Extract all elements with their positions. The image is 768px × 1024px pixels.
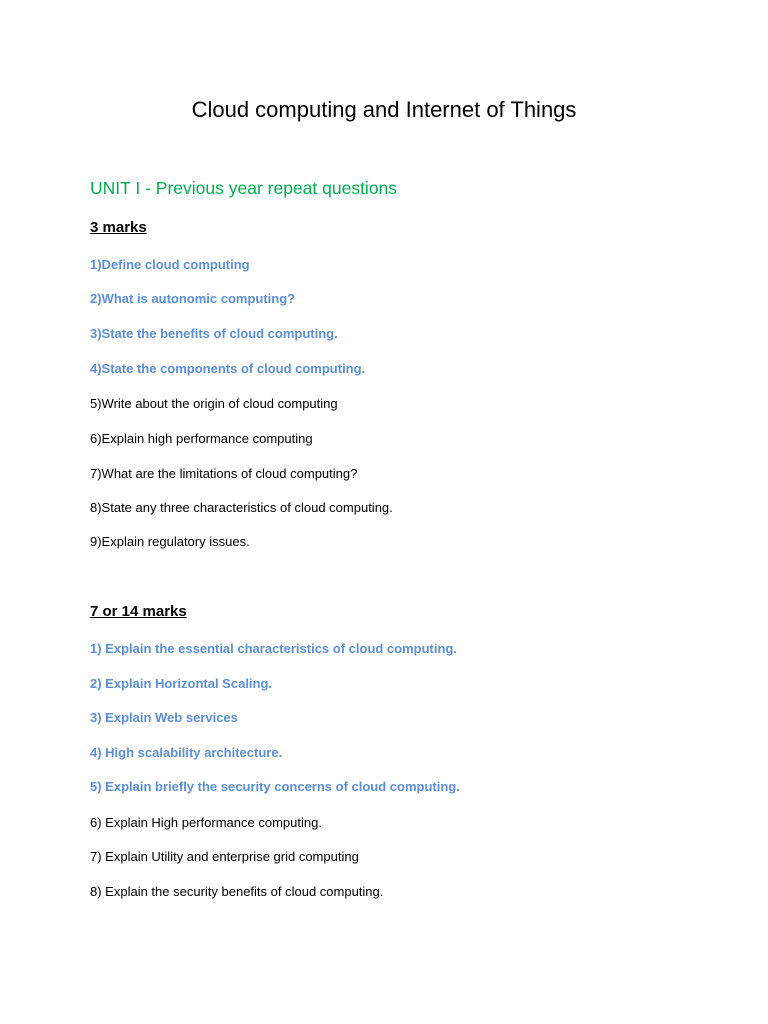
page-title: Cloud computing and Internet of Things [191,97,577,122]
question-item: 5)Write about the origin of cloud computing [90,396,338,411]
question-item: 3)State the benefits of cloud computing. [90,326,338,341]
question-item: 6)Explain high performance computing [90,431,313,446]
question-item: 3) Explain Web services [90,710,238,725]
question-item: 1) Explain the essential characteristics of cloud computing. [90,641,457,656]
unit-heading: UNIT I - Previous year repeat questions [90,178,398,198]
section-heading-7-or-14-marks: 7 or 14 marks [90,603,187,620]
question-item: 7) Explain Utility and enterprise grid computing [90,849,359,864]
question-item: 8) Explain the security benefits of cloud computing. [90,884,384,899]
question-item: 9)Explain regulatory issues. [90,534,250,549]
question-item: 7)What are the limitations of cloud computing? [90,466,358,481]
question-item: 2) Explain Horizontal Scaling. [90,676,273,691]
question-item: 8)State any three characteristics of cloud computing. [90,500,393,515]
question-item: 2)What is autonomic computing? [90,291,296,306]
section-heading-3-marks: 3 marks [90,219,147,236]
question-item: 1)Define cloud computing [90,257,250,272]
question-item: 4) High scalability architecture. [90,745,283,760]
question-item: 6) Explain High performance computing. [90,815,322,830]
question-item: 5) Explain briefly the security concerns of cloud computing. [90,779,460,794]
question-item: 4)State the components of cloud computing. [90,361,366,376]
